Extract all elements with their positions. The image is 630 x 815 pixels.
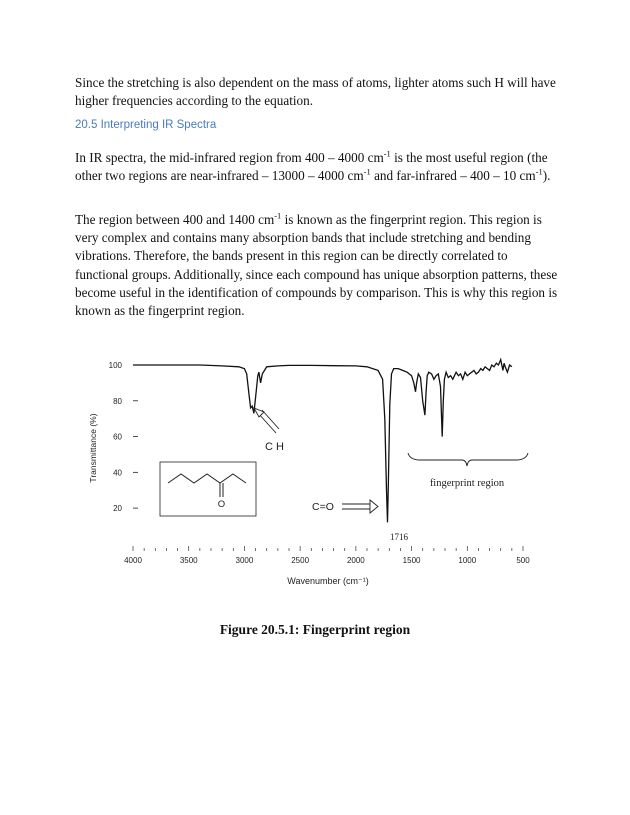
ch-label: C H [265, 441, 284, 453]
y-axis-label: Transmittance (%) [88, 413, 98, 483]
oxygen-atom-label: O [217, 499, 226, 510]
para2-part-b: is known as the fingerprint region. This region is very complex and contains many absorption bands that include stretching and bending vibrations. Therefore, the bands present in this region can be directly correlated to functional groups. Additionally, since each compound has unique absorption patterns, these become useful in the identification of compounds by comparison. This is why this region is known as the fingerprint region. [75, 212, 558, 319]
y-tick-label: 60 [113, 432, 122, 442]
ir-spectrum-figure [80, 348, 550, 598]
x-tick-label: 1000 [458, 556, 477, 565]
fingerprint-paragraph [75, 211, 560, 320]
para1-part-d: ). [542, 168, 551, 184]
y-tick-label: 40 [113, 468, 122, 478]
para1-part-a: In IR spectra, the mid-infrared region from 400 – 4000 cm [75, 150, 384, 165]
molecule-structure [160, 462, 256, 516]
ch-annotation [254, 408, 284, 453]
x-tick-label: 2500 [291, 556, 310, 565]
superscript: -1 [274, 210, 282, 221]
y-tick-label: 20 [113, 504, 122, 514]
x-axis-label: Wavenumber (cm⁻¹) [287, 576, 369, 586]
section-heading: 20.5 Interpreting IR Spectra [75, 119, 217, 131]
para1-part-c: and far-infrared – 400 – 10 cm [370, 168, 536, 184]
arrow-icon [370, 500, 378, 513]
intro-paragraph: Since the stretching is also dependent on the mass of atoms, lighter atoms such H will have higher frequencies according to the equation. [75, 75, 556, 109]
superscript: -1 [383, 148, 391, 159]
y-tick-label: 80 [113, 396, 122, 406]
superscript: -1 [363, 166, 371, 177]
co-label: C=O [312, 501, 334, 513]
para2-part-a: The region between 400 and 1400 cm [75, 212, 275, 227]
figure-caption: Figure 20.5.1: Fingerprint region [219, 622, 411, 637]
x-axis [124, 546, 530, 565]
mid-infrared-paragraph [75, 149, 560, 185]
x-tick-label: 500 [516, 556, 530, 565]
x-tick-label: 3000 [235, 556, 254, 565]
x-tick-label: 2000 [346, 556, 365, 565]
y-tick-label: 100 [108, 361, 122, 370]
para1-part-b: is the most useful region (the other two regions are near-infrared – 13000 – 4000 cm [75, 150, 548, 184]
x-tick-label: 4000 [124, 556, 142, 565]
y-axis [109, 361, 138, 513]
fingerprint-label: fingerprint region [429, 478, 505, 489]
superscript: -1 [535, 166, 543, 177]
arrow-icon [254, 408, 264, 417]
x-tick-label: 3500 [179, 556, 198, 565]
spectrum-line [133, 360, 512, 523]
peak-label: 1716 [390, 532, 408, 542]
co-annotation [312, 500, 378, 513]
fingerprint-brace [408, 453, 528, 489]
x-tick-label: 1500 [402, 556, 421, 565]
